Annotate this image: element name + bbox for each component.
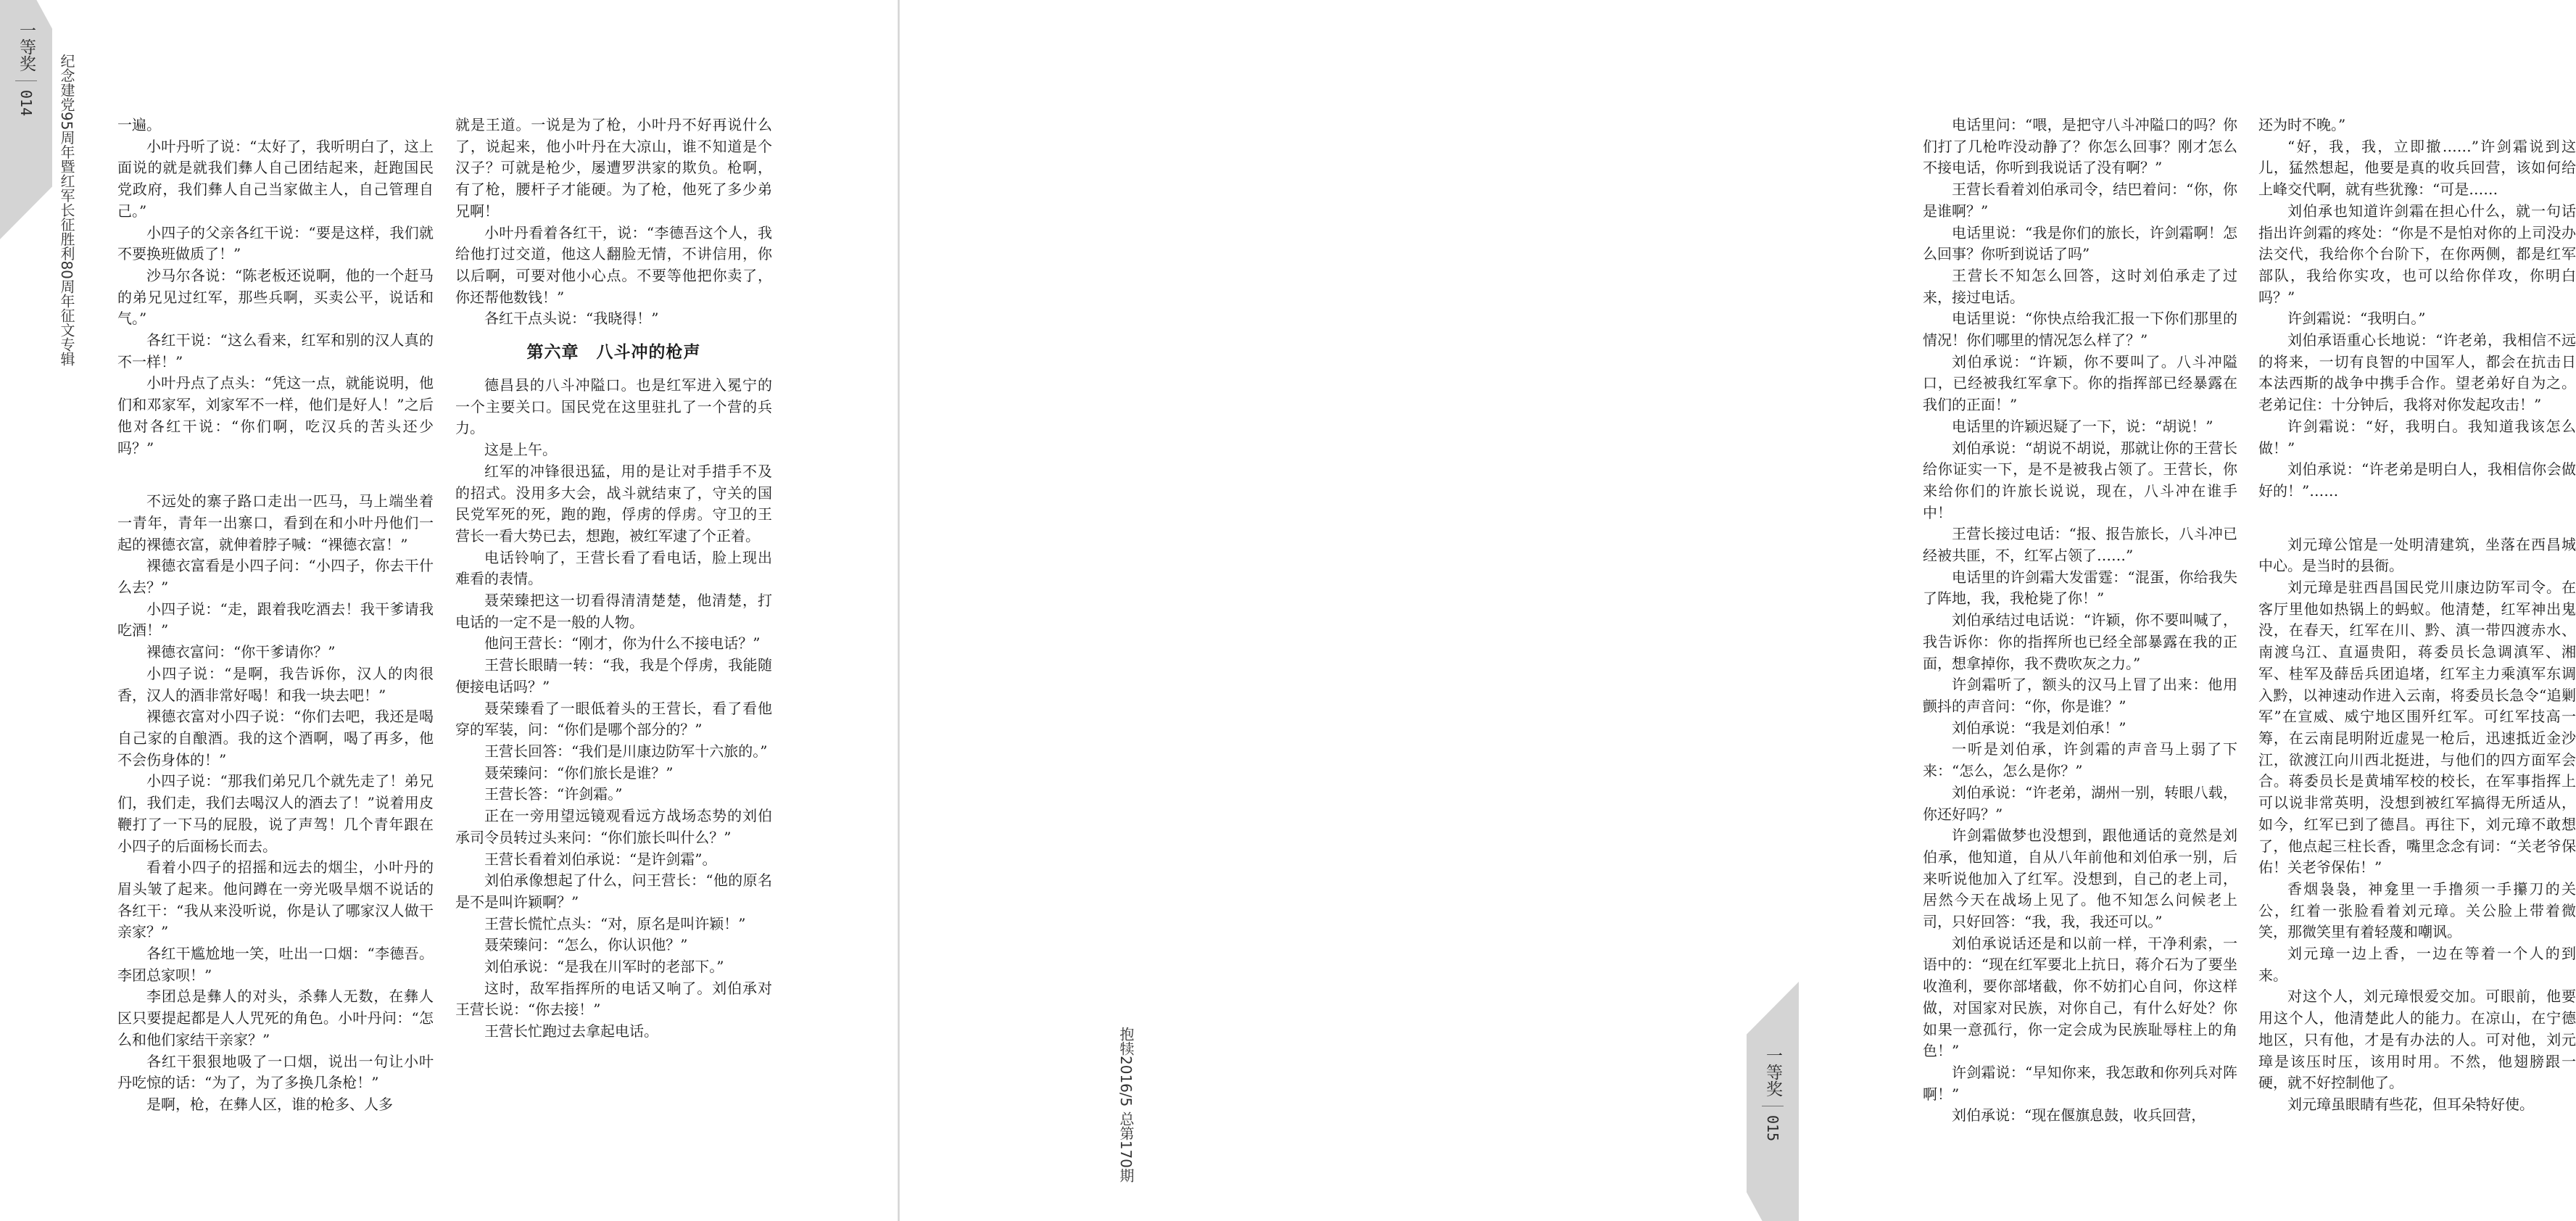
text-column-3 — [1923, 115, 2237, 1127]
paragraph: 王营长忙跑过去拿起电话。 — [484, 1022, 658, 1040]
paragraph: 小叶丹看着各红干，说：“李德吾这个人，我给他打过交道，他这人翻脸无情，不讲信用，你以后啊，可要对他小心点。不要等他把你卖了，你还帮他数钱！” — [455, 223, 772, 306]
paragraph: 刘元璋公馆是一处明清建筑，坐落在西昌城中心。是当时的县衙。 — [2258, 535, 2576, 575]
paragraph: 电话里的许剑霜大发雷霆：“混蛋，你给我失了阵地，我，我枪毙了你！” — [1923, 568, 2237, 608]
paragraph: 刘伯承也知道许剑霜在担心什么，就一句话指出许剑霜的疼处：“你是不是怕对你的上司没办法交代，我给你个台阶下，在你两侧，都是红军部队，我给你实攻，也可以给你佯攻，你明白吗？” — [2258, 202, 2576, 306]
left-page — [0, 0, 899, 1221]
paragraph: 许剑霜说：“早知你来，我怎敢和你列兵对阵啊！” — [1923, 1063, 2237, 1103]
paragraph: 小四子说：“那我们弟兄几个就先走了！弟兄们，我们走，我们去喝汉人的酒去了！”说着用皮鞭打了一下马的屁股，说了声驾！几个青年跟在小四子的后面杨长而去。 — [117, 772, 434, 855]
right-page — [900, 0, 2576, 1221]
chapter-heading: 第六章 八斗冲的枪声 — [526, 343, 701, 363]
paragraph: 王营长回答：“我们是川康边防军十六旅的。” — [484, 742, 768, 760]
paragraph: 小四子说：“走，跟着我吃酒去！我干爹请我吃酒！” — [117, 600, 434, 640]
paragraph: 一遍。 — [117, 116, 161, 133]
paragraph: 刘元璋是驻西昌国民党川康边防军司令。在客厅里他如热锅上的蚂蚁。他清楚，红军神出鬼没，在春天，红军在川、黔、滇一带四渡赤水、南渡乌江、直逼贵阳，蒋委员长急调滇军、湘军、桂军及薛岳兵团追堵，红军主力乘滇军东调入黔，以神速动作进入云南，将委员长急令“追剿军”在宣威、威宁地区围歼红军。可红军技高一筹，在云南昆明附近虚晃一枪后，迅速抵近金沙江，欲渡江向川西北挺进，与他们的四方面军会合。蒋委员长是黄埔军校的校长，在军事指挥上可以说非常英明，没想到被红军搞得无所适从，如今，红军已到了德昌。再往下，刘元璋不敢想了，他点起三柱长香，嘴里念念有词：“关老爷保佑！关老爷保佑！” — [2258, 579, 2576, 877]
page-number: 014 — [17, 90, 35, 117]
text-column-2 — [455, 115, 772, 1043]
tab-label: 一等奖 — [1763, 1047, 1782, 1097]
paragraph: 刘伯承像想起了什么，问王营长：“他的原名是不是叫许颖啊？” — [455, 872, 772, 911]
paragraph: 电话铃响了，王营长看了看电话，脸上现出难看的表情。 — [455, 548, 772, 588]
paragraph: 他问王营长：“刚才，你为什么不接电话？” — [484, 634, 761, 653]
paragraph: 各红干狠狠地吸了一口烟，说出一句让小叶丹吃惊的话：“为了，为了多换几条枪！” — [117, 1052, 434, 1092]
paragraph: 裸德衣富对小四子说：“你们去吧，我还是喝自己家的自酿酒。我的这个酒啊，喝了再多，他不会伤身体的！” — [117, 708, 434, 769]
paragraph: 小四子的父亲各红干说：“要是这样，我们就不要换班做质了！” — [117, 223, 434, 263]
paragraph: 王营长看着刘伯承司令，结巴着问：“你，你是谁啊？” — [1923, 181, 2237, 220]
left-section-tab — [0, 0, 52, 239]
running-head: 抱犊2016/5 总第170期 — [1117, 1027, 1135, 1183]
paragraph: 刘伯承结过电话说：“许颖，你不要叫喊了，我告诉你：你的指挥所也已经全部暴露在我的正面，想拿掉你，我不费吹灰之力。” — [1923, 611, 2237, 672]
paragraph: 小四子说：“是啊，我告诉你，汉人的肉很香，汉人的酒非常好喝！和我一块去吧！” — [117, 664, 434, 704]
paragraph: 这是上午。 — [484, 441, 557, 459]
paragraph: 裸德衣富看是小四子问：“小四子，你去干什么去？” — [117, 557, 434, 597]
paragraph: 王营长接过电话：“报、报告旅长，八斗冲已经被共匪，不，红军占领了……” — [1923, 525, 2237, 565]
paragraph: 刘元璋一边上香，一边在等着一个人的到来。 — [2258, 945, 2576, 984]
paragraph: 刘伯承说：“我是刘伯承！” — [1952, 719, 2126, 737]
paragraph: 电话里说：“我是你们的旅长，许剑霜啊！怎么回事？你听到说话了吗” — [1923, 223, 2237, 263]
paragraph: 李团总是彝人的对头，杀彝人无数，在彝人区只要提起都是人人咒死的角色。小叶丹问：“怎么和他们家结干亲家？” — [117, 988, 434, 1048]
paragraph: 聂荣臻看了一眼低着头的王营长，看了看他穿的军装，问：“你们是哪个部分的？” — [455, 699, 772, 739]
paragraph: 沙马尔各说：“陈老板还说啊，他的一个赶马的弟兄见过红军，那些兵啊，买卖公平，说话和气。” — [117, 266, 434, 328]
paragraph: 许剑霜做梦也没想到，跟他通话的竟然是刘伯承，他知道，自从八年前他和刘伯承一别，后来听说他加入了红军。没想到，自己的老上司，居然今天在战场上见了。他不知怎么问候老上司，只好回答：“我，我，我还可以。” — [1923, 827, 2237, 931]
paragraph: 刘伯承说话还是和以前一样，干净利索，一语中的：“现在红军要北上抗日，蒋介石为了要坐收渔利，要你部堵截，你不妨扪心自问，你这样做，对国家对民族，对你自己，有什么好处？你如果一意孤行，你一定会成为民族耻辱柱上的角色！” — [1923, 934, 2237, 1060]
paragraph: 裸德衣富问：“你干爹请你？” — [146, 643, 336, 661]
paragraph: 小叶丹点了点头：“凭这一点，就能说明，他们和邓家军，刘家军不一样，他们是好人！”之后他对各红干说：“你们啊，吃汉兵的苦头还少吗？” — [117, 374, 434, 457]
paragraph: 各红干说：“这么看来，红军和别的汉人真的不一样！” — [117, 331, 434, 371]
tab-divider — [15, 80, 37, 81]
paragraph: 刘伯承说：“许颖，你不要叫了。八斗冲隘口，已经被我红军拿下。你的指挥部已经暴露在我们的正面！” — [1923, 352, 2237, 414]
paragraph: 聂荣臻问：“怎么，你认识他？” — [484, 936, 688, 954]
paragraph: 许剑霜听了，额头的汉马上冒了出来：他用颤抖的声音问：“你，你是谁？” — [1923, 676, 2237, 715]
paragraph: 王营长慌忙点头：“对，原名是叫许颖！” — [484, 914, 746, 932]
paragraph: 各红干尴尬地一笑，吐出一口烟：“李德吾。李团总家呗！” — [117, 945, 434, 984]
paragraph: 香烟袅袅，神龛里一手撸须一手攥刀的关公，红着一张脸看着刘元璋。关公脸上带着微笑，那微笑里有着轻蔑和嘲讽。 — [2258, 879, 2576, 941]
paragraph: 王营长看着刘伯承说：“是许剑霜”。 — [484, 850, 717, 868]
page-number: 015 — [1764, 1115, 1781, 1142]
paragraph: 刘元璋虽眼睛有些花，但耳朵特好使。 — [2287, 1095, 2534, 1113]
paragraph: 看着小四子的招摇和远去的烟尘，小叶丹的眉头皱了起来。他问蹲在一旁光吸旱烟不说话的各红干：“我从来没听说，你是认了哪家汉人做干亲家？” — [117, 858, 434, 941]
paragraph: 许剑霜说：“我明白。” — [2287, 310, 2426, 328]
paragraph: 聂荣臻问：“你们旅长是谁？” — [484, 763, 674, 782]
paragraph: 正在一旁用望远镜观看远方战场态势的刘伯承司令员转过头来问：“你们旅长叫什么？” — [455, 807, 772, 846]
paragraph: 许剑霜说：“好，我明白。我知道我该怎么做！” — [2258, 417, 2576, 457]
text-column-1 — [117, 115, 434, 1116]
paragraph: 不远处的寨子路口走出一匹马，马上端坐着一青年，青年一出寨口，看到在和小叶丹他们一起的裸德衣富，就伸着脖子喊：“裸德衣富！” — [117, 492, 434, 553]
paragraph: 一听是刘伯承，许剑霜的声音马上弱了下来：“怎么，怎么是你？” — [1923, 740, 2237, 780]
paragraph: 王营长答：“许剑霜。” — [484, 785, 623, 803]
paragraph: 王营长眼睛一转：“我，我是个俘虏，我能随便接电话吗？” — [455, 656, 772, 695]
section-break — [117, 459, 434, 491]
paragraph: “好，我，我，立即撤……”许剑霜说到这儿，猛然想起，他要是真的收兵回营，该如何给上峰交代啊，就有些犹豫：“可是…… — [2258, 137, 2576, 199]
text-column-4 — [2258, 115, 2576, 1116]
tab-label: 一等奖 — [17, 22, 36, 72]
paragraph: 是啊，枪，在彝人区，谁的枪多、人多 — [146, 1095, 393, 1113]
paragraph: 就是王道。一说是为了枪，小叶丹不好再说什么了，说起来，他小叶丹在大凉山，谁不知道是个汉子？可就是枪少，屡遭罗洪家的欺负。枪啊，有了枪，腰杆子才能硬。为了枪，他死了多少弟兄啊！ — [455, 116, 772, 220]
paragraph: 对这个人，刘元璋恨爱交加。可眼前，他要用这个人，他清楚此人的能力。在凉山，在宁德地区，只有他，才是有办法的人。可对他，刘元璋是该压时压，该用时用。不然，他翅膀跟一硬，就不好控制他了。 — [2258, 988, 2576, 1092]
paragraph: 王营长不知怎么回答，这时刘伯承走了过来，接过电话。 — [1923, 266, 2237, 306]
paragraph: 红军的冲锋很迅猛，用的是让对手措手不及的招式。没用多大会，战斗就结束了，守关的国民党军死的死，跑的跑，俘虏的俘虏。守卫的王营长一看大势已去，想跑，被红军逮了个正着。 — [455, 462, 772, 545]
paragraph: 还为时不晚。” — [2258, 116, 2346, 133]
right-section-tab — [1747, 982, 1799, 1221]
paragraph: 小叶丹听了说：“太好了，我听明白了，这上面说的就是就我们彝人自己团结起来，赶跑国民党政府，我们彝人自己当家做主人，自己管理自己。” — [117, 137, 434, 220]
paragraph: 各红干点头说：“我晓得！” — [484, 310, 659, 328]
paragraph: 电话里的许颖迟疑了一下，说：“胡说！” — [1952, 417, 2213, 435]
paragraph: 刘伯承说：“现在偃旗息鼓，收兵回营， — [1952, 1106, 2206, 1125]
paragraph: 刘伯承说：“是我在川军时的老部下。” — [484, 958, 724, 976]
paragraph: 刘伯承语重心长地说：“许老弟，我相信不远的将来，一切有良智的中国军人，都会在抗击日本法西斯的战争中携手合作。望老弟好自为之。老弟记住：十分钟后，我将对你发起攻击！” — [2258, 331, 2576, 414]
paragraph: 刘伯承说：“胡说不胡说，那就让你的王营长给你证实一下，是不是被我占领了。王营长，你来给你们的许旅长说说，现在，八斗冲在谁手中！ — [1923, 439, 2237, 521]
paragraph: 刘伯承说：“许老弟是明白人，我相信你会做好的！”…… — [2258, 460, 2576, 500]
paragraph: 这时，敌军指挥所的电话又响了。刘伯承对王营长说：“你去接！” — [455, 979, 772, 1019]
paragraph: 德昌县的八斗冲隘口。也是红军进入冕宁的一个主要关口。国民党在这里驻扎了一个营的兵力。 — [455, 376, 772, 437]
paragraph: 聂荣臻把这一切看得清清楚楚，他清楚，打电话的一定不是一般的人物。 — [455, 592, 772, 631]
paragraph: 电话里问：“喂，是把守八斗冲隘口的吗？你们打了几枪咋没动静了？你怎么回事？刚才怎么不接电话，你听到我说话了没有啊？” — [1923, 116, 2237, 177]
section-break — [2258, 502, 2576, 534]
paragraph: 刘伯承说：“许老弟，湖州一别，转眼八载，你还好吗？” — [1923, 783, 2237, 823]
paragraph: 电话里说：“你快点给我汇报一下你们那里的情况！你们哪里的情况怎么样了？” — [1923, 310, 2237, 349]
running-head: 纪念建党95周年暨红军长征胜利80周年征文专辑 — [58, 54, 75, 366]
